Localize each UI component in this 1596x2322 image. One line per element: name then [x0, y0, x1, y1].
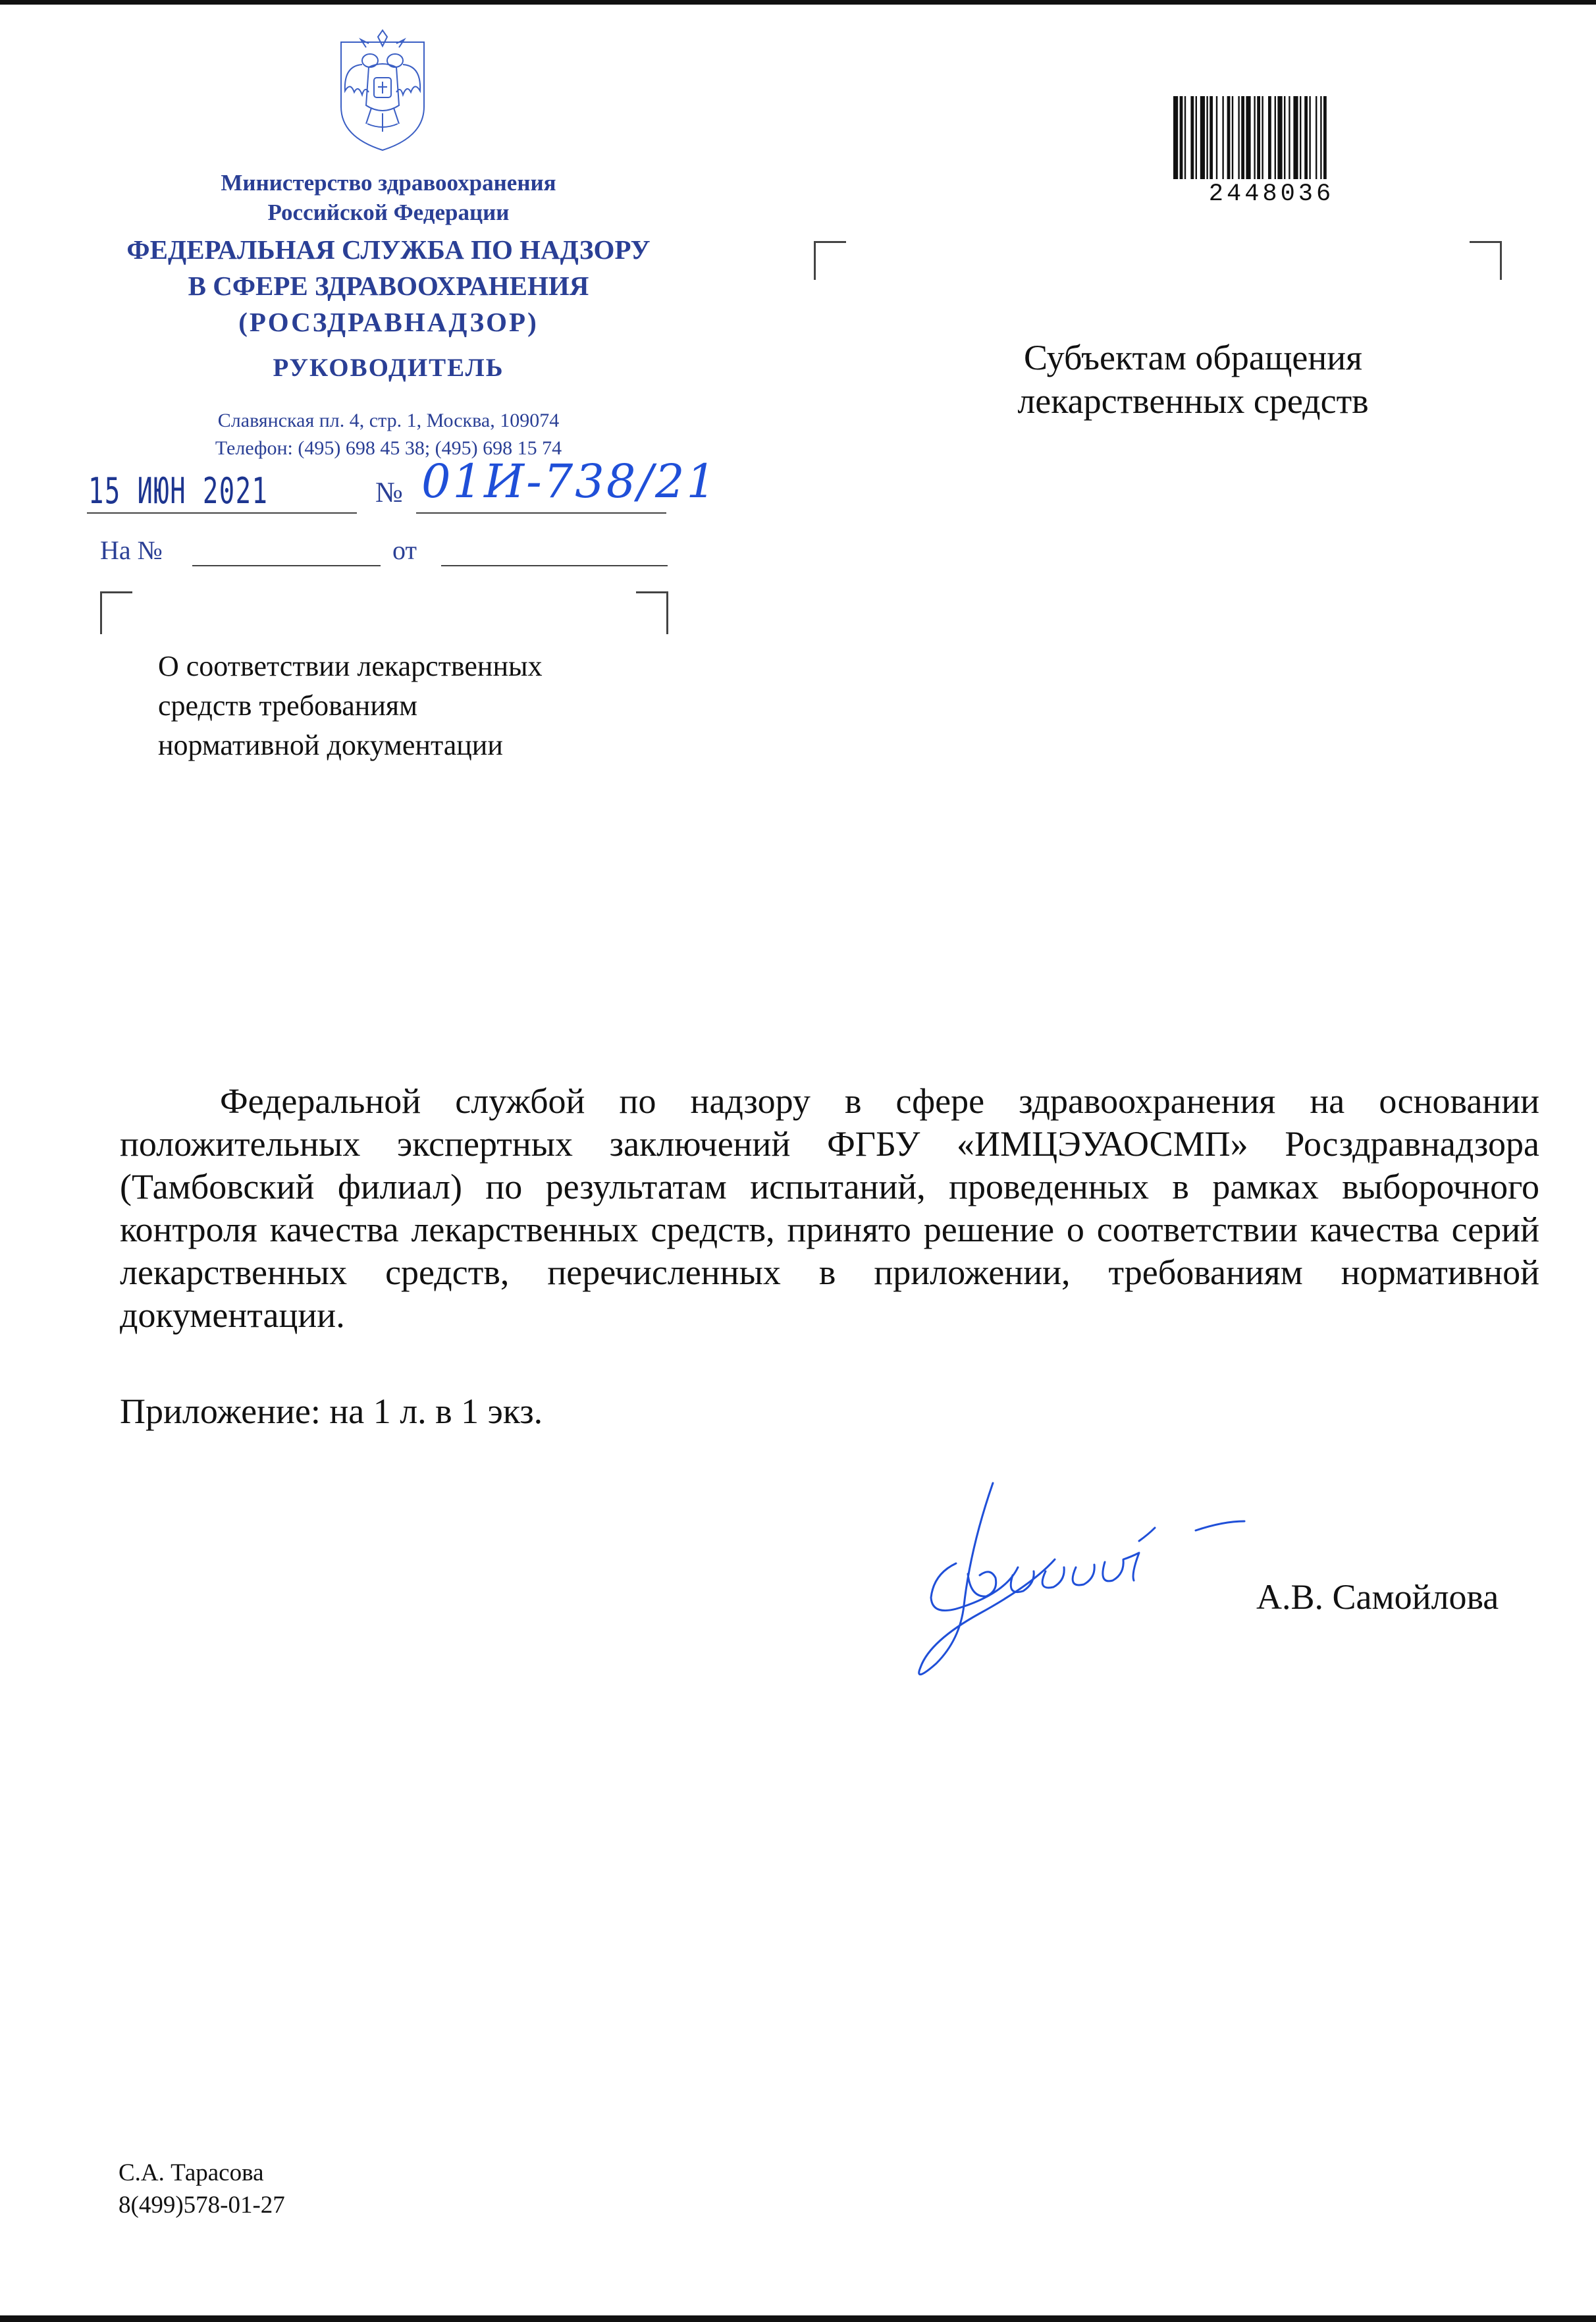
recipient-line-1: Субъектам обращения: [1023, 338, 1363, 377]
subject-block: [158, 647, 658, 765]
reply-to-label: На №: [100, 535, 163, 565]
barcode-bar: [1277, 96, 1282, 179]
phone: Телефон: (495) 698 45 38; (495) 698 15 74: [215, 437, 562, 459]
subject-line-1: О соответствии лекарственных: [158, 650, 543, 682]
from-blank: [441, 565, 668, 566]
agency-line-2: В СФЕРЕ ЗДРАВООХРАНЕНИЯ: [188, 271, 589, 301]
barcode-bar: [1206, 96, 1208, 179]
position-title: РУКОВОДИТЕЛЬ: [273, 354, 504, 382]
subject-corner-top-left: [100, 591, 132, 634]
barcode-bar: [1284, 96, 1285, 179]
barcode-bar: [1184, 96, 1186, 179]
signer-name: А.В. Самойлова: [1256, 1577, 1499, 1617]
barcode-bar: [1304, 96, 1308, 179]
agency-line-1: ФЕДЕРАЛЬНАЯ СЛУЖБА ПО НАДЗОРУ: [126, 234, 651, 265]
barcode-bar: [1309, 96, 1310, 179]
barcode-bar: [1180, 96, 1183, 179]
address: Славянская пл. 4, стр. 1, Москва, 109074: [217, 410, 560, 431]
barcode-bar: [1190, 96, 1194, 179]
barcode-bar: [1257, 96, 1260, 179]
barcode-bar: [1246, 96, 1250, 179]
barcode-bar: [1216, 96, 1217, 179]
subject-line-3: нормативной документации: [158, 729, 503, 761]
body-paragraph: Федеральной службой по надзору в сфере здравоохранения на основании положительных экспертных заключений ФГБУ «ИМЦЭУАОСМП» Росздравнадзора (Тамбовский филиал) по результатам испытаний, проведенных в рамках выборочного контроля качества лекарственных средств, принято решение о соответствии качества серий лекарственных средств, перечисленных в приложении, требованиям нормативной документации.: [120, 1081, 1539, 1335]
barcode-bar: [1200, 96, 1205, 179]
barcode-bar: [1300, 96, 1301, 179]
barcode-bar: [1323, 96, 1327, 179]
barcode-bar: [1289, 96, 1290, 179]
address-corner-top-right: [1470, 241, 1502, 280]
barcode-bar: [1227, 96, 1231, 179]
barcode-bar: [1238, 96, 1239, 179]
appendix-note: Приложение: на 1 л. в 1 экз.: [120, 1391, 543, 1431]
barcode-bar: [1316, 96, 1317, 179]
recipient-block: [963, 336, 1423, 423]
handwritten-signature-icon: [907, 1475, 1296, 1687]
scan-edge-bottom: [0, 2315, 1596, 2322]
barcode-bar: [1268, 96, 1271, 179]
executor-block: [119, 2157, 285, 2221]
agency-name: [86, 232, 691, 340]
registration-date-stamp: 15 ИЮН 2021: [88, 470, 269, 512]
from-label: от: [392, 535, 417, 565]
russian-coat-of-arms-icon: [328, 26, 437, 154]
ministry-name: [105, 168, 672, 227]
reply-to-blank: [192, 565, 381, 566]
barcode-bar: [1254, 96, 1255, 179]
barcode-bar: [1293, 96, 1298, 179]
ministry-line-2: Российской Федерации: [267, 200, 510, 225]
barcode-bar: [1232, 96, 1233, 179]
barcode-icon: [1172, 96, 1371, 179]
executor-name: С.А. Тарасова: [119, 2159, 264, 2186]
barcode-bar: [1241, 96, 1244, 179]
barcode-bar: [1196, 96, 1197, 179]
number-sign: №: [375, 476, 403, 508]
executor-phone: 8(499)578-01-27: [119, 2192, 285, 2219]
scan-edge-top: [0, 0, 1596, 5]
barcode-bar: [1262, 96, 1263, 179]
agency-line-3: (РОСЗДРАВНАДЗОР): [238, 307, 539, 337]
barcode-bar: [1320, 96, 1321, 179]
barcode-bar: [1222, 96, 1223, 179]
subject-corner-top-right: [636, 591, 668, 634]
registration-number: 01И-738/21: [421, 454, 718, 508]
barcode-bar: [1210, 96, 1213, 179]
barcode-bar: [1275, 96, 1276, 179]
subject-line-2: средств требованиям: [158, 689, 417, 722]
ministry-line-1: Министерство здравоохранения: [221, 170, 556, 196]
address-corner-top-left: [814, 241, 846, 280]
recipient-line-2: лекарственных средств: [1017, 381, 1369, 421]
barcode-bar: [1173, 96, 1178, 179]
barcode-number: 2448036: [1208, 180, 1335, 208]
